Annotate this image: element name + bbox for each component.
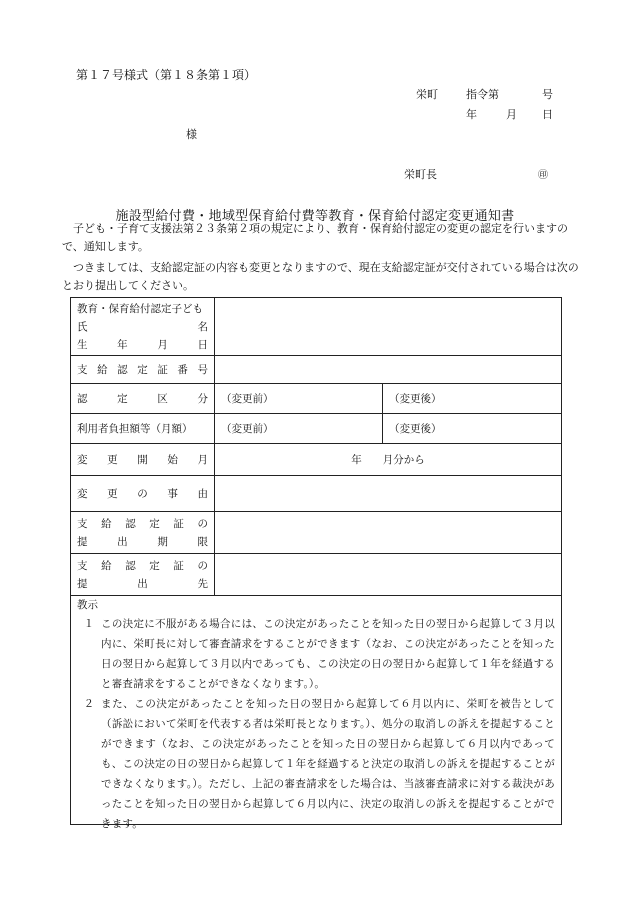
category-after[interactable]: （変更後） [383,384,562,414]
paragraph-submission [62,259,580,295]
table-row-start-month [71,444,562,476]
category-before[interactable]: （変更前） [215,384,383,414]
cert-number-value[interactable] [215,356,562,384]
paragraph-notice [62,220,580,256]
child-value-cell[interactable] [215,298,562,356]
mayor-label: 栄町長 [404,168,437,181]
destination-label: 支 給 認 定 証 の 提 出 先 [71,554,215,596]
category-label: 認 定 区 分 [71,384,215,414]
reason-value[interactable] [215,476,562,512]
fee-before[interactable]: （変更前） [215,414,383,444]
note-number: ２ [83,698,95,710]
table-row-category [71,384,562,414]
issuer-designation: 指令第 [466,88,499,101]
certificate-table [70,297,562,596]
child-label-cell [71,298,215,356]
issuer-town: 栄町 [416,88,438,101]
issuer-number-suffix: 号 [542,88,553,101]
child-header: 教育・保育給付認定子ども [77,302,203,315]
cert-number-label: 支 給 認 定 証 番 号 [71,356,215,384]
fee-after[interactable]: （変更後） [383,414,562,444]
destination-value[interactable] [215,554,562,596]
table-row-deadline [71,512,562,554]
table-row-destination [71,554,562,596]
table-row-child [71,298,562,356]
note-item-2 [77,694,555,834]
start-month-value[interactable]: 年 月分から [215,444,562,476]
paragraph-notice-text: 子ども・子育て支援法第２３条第２項の規定により、教育・保育給付認定の変更の認定を行いますので、通知します。 [62,222,568,253]
start-month-label: 変 更 開 始 月 [71,444,215,476]
fee-label: 利用者負担額等（月額） [71,414,215,444]
addressee-suffix: 様 [186,128,197,141]
table-row-fee [71,414,562,444]
note-item-1 [77,614,555,694]
birth-label: 生 年 月 日 [77,338,208,351]
form-number: 第１７号様式（第１８条第１項） [76,68,257,82]
deadline-value[interactable] [215,512,562,554]
deadline-label: 支 給 認 定 証 の 提 出 期 限 [71,512,215,554]
date-month: 月 [506,108,517,121]
date-day: 日 [542,108,553,121]
seal-mark: ㊞ [538,170,548,181]
reason-label: 変 更 の 事 由 [71,476,215,512]
notes-heading: 教示 [77,599,98,611]
note-text: また、この決定があったことを知った日の翌日から起算して６月以内に、栄町を被告として（訴訟において栄町を代表する者は栄町長となります。）、処分の取消しの訴えを提起することができます（なお、この決定があったことを知った日の翌日から起算して６月以内であっても、この決定の日の翌日から起算して１年を経過すると決定の取消しの訴えを提起することができなくなります。）。ただし、上記の審査請求をした場合は、当該審査請求に対する裁決があったことを知った日の翌日から起算して６月以内に、決定の取消しの訴えを提起することができます。 [101,698,555,830]
name-label: 氏 名 [77,320,208,333]
note-text: この決定に不服がある場合には、この決定があったことを知った日の翌日から起算して３月以内に、栄町長に対して審査請求をすることができます（なお、この決定があったことを知った日の翌日から起算して３月以内であっても、この決定の日の翌日から起算して１年を経過すると審査請求をすることができなくなります。）。 [101,618,555,690]
date-year: 年 [466,108,477,121]
appeal-notice-box [70,593,562,830]
paragraph-submission-text: つきましては、支給認定証の内容も変更となりますので、現在支給認定証が交付されている場合は次のとおり提出してください。 [62,261,579,292]
table-row-reason [71,476,562,512]
note-number: １ [83,618,95,630]
table-row-cert-number [71,356,562,384]
document-title: 施設型給付費・地域型保育給付費等教育・保育給付認定変更通知書 [115,209,515,224]
